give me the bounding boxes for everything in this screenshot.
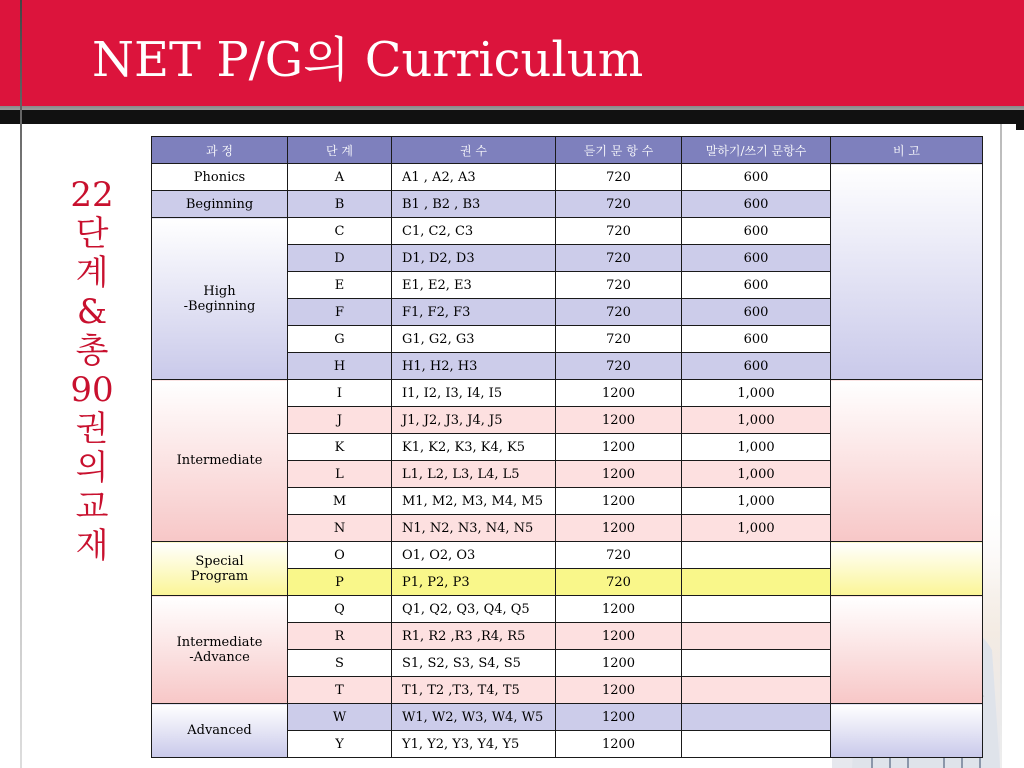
speaking-cell — [682, 542, 831, 569]
stage-cell: Advanced — [152, 704, 288, 758]
level-cell: D — [288, 245, 392, 272]
speaking-cell — [682, 650, 831, 677]
volumes-cell: B1 , B2 , B3 — [392, 191, 556, 218]
volumes-cell: G1, G2, G3 — [392, 326, 556, 353]
remarks-cell — [831, 704, 983, 758]
volumes-cell: I1, I2, I3, I4, I5 — [392, 380, 556, 407]
level-cell: M — [288, 488, 392, 515]
stage-label-line: Intermediate — [176, 634, 263, 650]
speaking-cell: 600 — [682, 299, 831, 326]
speaking-cell: 600 — [682, 164, 831, 191]
speaking-cell: 1,000 — [682, 407, 831, 434]
listening-cell: 1200 — [556, 488, 682, 515]
left-vertical-rule — [20, 0, 22, 768]
remarks-cell — [831, 596, 983, 704]
caption-char: 계 — [75, 253, 109, 293]
level-cell: Y — [288, 731, 392, 758]
level-cell: H — [288, 353, 392, 380]
listening-cell: 720 — [556, 272, 682, 299]
level-cell: N — [288, 515, 392, 542]
stage-cell: Beginning — [152, 191, 288, 218]
level-cell: T — [288, 677, 392, 704]
level-cell: P — [288, 569, 392, 596]
listening-cell: 1200 — [556, 407, 682, 434]
speaking-cell — [682, 623, 831, 650]
speaking-cell — [682, 677, 831, 704]
caption-char: 재 — [75, 526, 109, 566]
table-row — [152, 164, 983, 191]
volumes-cell: O1, O2, O3 — [392, 542, 556, 569]
stage-label-line: Program — [190, 568, 249, 584]
listening-cell: 720 — [556, 245, 682, 272]
volumes-cell: E1, E2, E3 — [392, 272, 556, 299]
caption-char: 단 — [75, 214, 109, 254]
stage-cell — [152, 596, 288, 704]
listening-cell: 720 — [556, 164, 682, 191]
header-course: 과 정 — [152, 137, 288, 164]
remarks-cell — [831, 542, 983, 596]
speaking-cell: 1,000 — [682, 434, 831, 461]
speaking-cell: 1,000 — [682, 380, 831, 407]
title-underline-tick — [1016, 118, 1024, 130]
speaking-cell: 1,000 — [682, 461, 831, 488]
level-cell: A — [288, 164, 392, 191]
caption-char: 총 — [75, 331, 109, 371]
level-cell: O — [288, 542, 392, 569]
stage-cell — [152, 218, 288, 380]
level-cell: W — [288, 704, 392, 731]
listening-cell: 1200 — [556, 731, 682, 758]
listening-cell: 720 — [556, 569, 682, 596]
level-cell: S — [288, 650, 392, 677]
listening-cell: 720 — [556, 326, 682, 353]
listening-cell: 720 — [556, 353, 682, 380]
remarks-cell — [831, 380, 983, 542]
speaking-cell: 600 — [682, 218, 831, 245]
level-cell: E — [288, 272, 392, 299]
table-row — [152, 596, 983, 623]
speaking-cell — [682, 596, 831, 623]
caption-char: 의 — [75, 448, 109, 488]
volumes-cell: J1, J2, J3, J4, J5 — [392, 407, 556, 434]
level-cell: I — [288, 380, 392, 407]
listening-cell: 1200 — [556, 515, 682, 542]
speaking-cell: 1,000 — [682, 515, 831, 542]
header-listening-count: 듣기 문 항 수 — [556, 137, 682, 164]
volumes-cell: R1, R2 ,R3 ,R4, R5 — [392, 623, 556, 650]
stage-label-line: High — [203, 283, 236, 299]
header-level: 단 계 — [288, 137, 392, 164]
volumes-cell: L1, L2, L3, L4, L5 — [392, 461, 556, 488]
level-cell: R — [288, 623, 392, 650]
caption-char: & — [76, 292, 108, 332]
volumes-cell: M1, M2, M3, M4, M5 — [392, 488, 556, 515]
speaking-cell: 600 — [682, 191, 831, 218]
slide-title: NET P/G의 Curriculum — [92, 32, 644, 88]
listening-cell: 720 — [556, 218, 682, 245]
speaking-cell — [682, 731, 831, 758]
listening-cell: 1200 — [556, 434, 682, 461]
listening-cell: 1200 — [556, 623, 682, 650]
speaking-cell: 600 — [682, 326, 831, 353]
table-row — [152, 380, 983, 407]
vertical-caption — [62, 176, 122, 566]
speaking-cell — [682, 569, 831, 596]
level-cell: J — [288, 407, 392, 434]
table-row — [152, 542, 983, 569]
speaking-cell: 1,000 — [682, 488, 831, 515]
remarks-cell — [831, 164, 983, 380]
volumes-cell: P1, P2, P3 — [392, 569, 556, 596]
listening-cell: 1200 — [556, 380, 682, 407]
table-row — [152, 704, 983, 731]
stage-label-line: Special — [195, 553, 244, 569]
level-cell: Q — [288, 596, 392, 623]
volumes-cell: D1, D2, D3 — [392, 245, 556, 272]
caption-char: 교 — [75, 487, 109, 527]
volumes-cell: F1, F2, F3 — [392, 299, 556, 326]
caption-char: 90 — [70, 370, 114, 410]
listening-cell: 1200 — [556, 596, 682, 623]
volumes-cell: T1, T2 ,T3, T4, T5 — [392, 677, 556, 704]
caption-char: 22 — [70, 175, 114, 215]
speaking-cell — [682, 704, 831, 731]
volumes-cell: K1, K2, K3, K4, K5 — [392, 434, 556, 461]
speaking-cell: 600 — [682, 353, 831, 380]
stage-cell — [152, 542, 288, 596]
volumes-cell: A1 , A2, A3 — [392, 164, 556, 191]
listening-cell: 1200 — [556, 704, 682, 731]
listening-cell: 1200 — [556, 650, 682, 677]
listening-cell: 720 — [556, 191, 682, 218]
volumes-cell: W1, W2, W3, W4, W5 — [392, 704, 556, 731]
stage-label-line: -Advance — [189, 649, 250, 665]
curriculum-table — [151, 136, 983, 758]
level-cell: L — [288, 461, 392, 488]
level-cell: B — [288, 191, 392, 218]
level-cell: K — [288, 434, 392, 461]
title-underline — [0, 110, 1024, 124]
speaking-cell: 600 — [682, 272, 831, 299]
level-cell: G — [288, 326, 392, 353]
stage-cell: Phonics — [152, 164, 288, 191]
level-cell: C — [288, 218, 392, 245]
header-volumes: 권 수 — [392, 137, 556, 164]
header-speaking-writing-count: 말하기/쓰기 문항수 — [682, 137, 831, 164]
volumes-cell: C1, C2, C3 — [392, 218, 556, 245]
stage-cell: Intermediate — [152, 380, 288, 542]
volumes-cell: Q1, Q2, Q3, Q4, Q5 — [392, 596, 556, 623]
volumes-cell: H1, H2, H3 — [392, 353, 556, 380]
table-header-row — [152, 137, 983, 164]
listening-cell: 1200 — [556, 461, 682, 488]
level-cell: F — [288, 299, 392, 326]
listening-cell: 720 — [556, 299, 682, 326]
stage-label-line: -Beginning — [183, 298, 256, 314]
caption-char: 권 — [75, 409, 109, 449]
volumes-cell: N1, N2, N3, N4, N5 — [392, 515, 556, 542]
speaking-cell: 600 — [682, 245, 831, 272]
header-remarks: 비 고 — [831, 137, 983, 164]
volumes-cell: S1, S2, S3, S4, S5 — [392, 650, 556, 677]
listening-cell: 1200 — [556, 677, 682, 704]
right-vertical-rule — [1000, 124, 1002, 768]
listening-cell: 720 — [556, 542, 682, 569]
volumes-cell: Y1, Y2, Y3, Y4, Y5 — [392, 731, 556, 758]
